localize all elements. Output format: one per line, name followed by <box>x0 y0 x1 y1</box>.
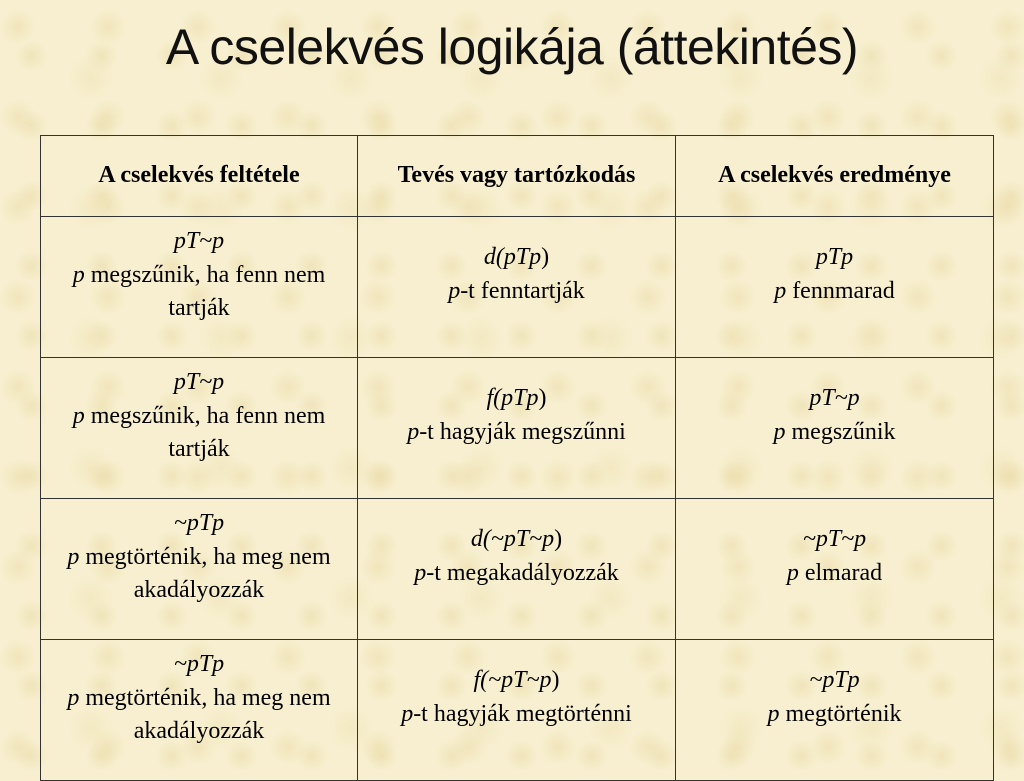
result-cell <box>676 217 994 358</box>
result-cell <box>676 640 994 781</box>
result-formula: ~pT~p <box>802 526 867 552</box>
result-description: p megtörténik <box>767 700 902 727</box>
result-formula: ~pTp <box>809 667 860 693</box>
header-condition: A cselekvés feltétele <box>41 136 358 217</box>
result-cell <box>676 358 994 499</box>
result-description: p elmarad <box>786 559 883 586</box>
condition-formula: pT~p <box>173 369 225 395</box>
header-result: A cselekvés eredménye <box>676 136 994 217</box>
condition-formula: ~pTp <box>173 510 225 536</box>
condition-description: p megszűnik, ha fenn nem tartják <box>72 402 326 463</box>
action-cell <box>358 640 676 781</box>
table-row <box>41 640 994 781</box>
action-description: p-t fenntartják <box>448 277 585 304</box>
condition-cell <box>41 499 358 640</box>
table-row <box>41 499 994 640</box>
slide-title: A cselekvés logikája (áttekintés) <box>165 19 859 75</box>
result-formula: pT~p <box>809 385 860 411</box>
condition-formula: ~pTp <box>173 651 225 677</box>
table-row <box>41 217 994 358</box>
condition-description: p megtörténik, ha meg nem akadályozzák <box>67 684 331 745</box>
action-description: p-t hagyják megtörténni <box>401 700 632 727</box>
condition-cell <box>41 640 358 781</box>
logic-table <box>40 135 994 781</box>
action-description: p-t hagyják megszűnni <box>407 418 626 445</box>
header-action: Tevés vagy tartózkodás <box>358 136 676 217</box>
action-cell <box>358 217 676 358</box>
result-description: p megszűnik <box>773 418 896 445</box>
action-cell <box>358 499 676 640</box>
condition-description: p megtörténik, ha meg nem akadályozzák <box>67 543 331 604</box>
action-formula: d(~pT~p) <box>470 526 563 552</box>
action-formula: f(~pT~p) <box>473 667 560 693</box>
condition-cell <box>41 358 358 499</box>
table-header-row <box>41 136 994 217</box>
table-row <box>41 358 994 499</box>
action-cell <box>358 358 676 499</box>
action-description: p-t megakadályozzák <box>414 559 619 586</box>
action-formula: d(pTp) <box>483 244 550 270</box>
result-description: p fennmarad <box>774 277 895 304</box>
condition-cell <box>41 217 358 358</box>
action-formula: f(pTp) <box>486 385 547 411</box>
condition-formula: pT~p <box>173 228 225 254</box>
result-cell <box>676 499 994 640</box>
condition-description: p megszűnik, ha fenn nem tartják <box>72 261 326 322</box>
result-formula: pTp <box>815 244 854 270</box>
